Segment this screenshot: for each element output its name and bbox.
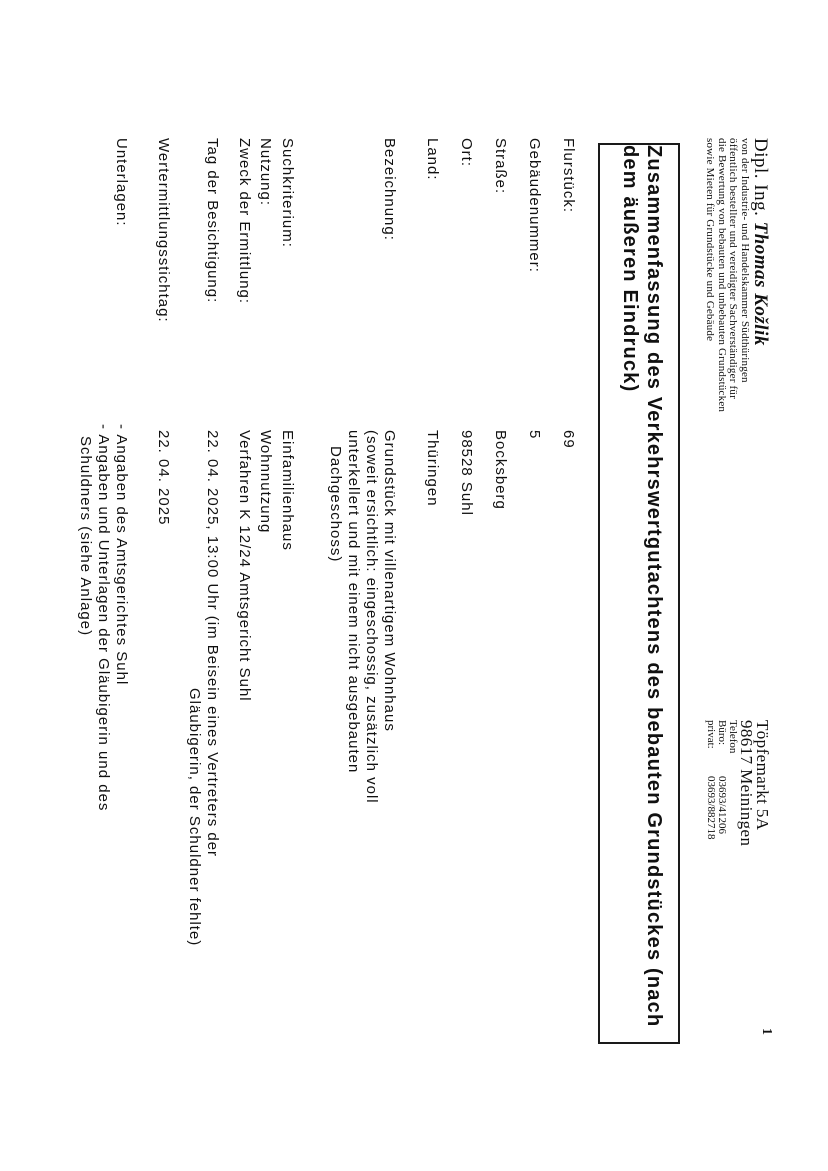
field-value: Einfamilienhaus	[279, 430, 296, 551]
field-value: Wohnnutzung	[257, 430, 274, 534]
private-label: privat:	[705, 720, 717, 749]
letterhead-right	[705, 720, 770, 1020]
description-line: die Bewertung von bebauten und unbebauten Grundstücken	[716, 138, 728, 413]
private-number: 03693/882718	[705, 776, 717, 840]
author-name: Thomas Kožlik	[750, 221, 771, 346]
field-label: Straße:	[492, 138, 509, 195]
title-box	[598, 143, 680, 1044]
value-line: - Angaben des Amtsgerichtes Suhl	[113, 424, 130, 686]
field-label: Bezeichnung:	[381, 138, 398, 241]
value-line: Dachgeschoss)	[327, 446, 344, 563]
field-label: Unterlagen:	[113, 138, 130, 227]
field-value	[185, 430, 221, 1030]
field-value: 22. 04. 2025	[155, 430, 172, 526]
office-number: 03693/41206	[716, 776, 728, 835]
field-value: Thüringen	[424, 430, 441, 507]
description-line: von der Industrie- und Handelskammer Südthüringen	[739, 138, 751, 383]
value-line: Schuldners (siehe Anlage)	[77, 436, 94, 637]
field-label: Gebäudenummer:	[526, 138, 543, 273]
field-value: 5	[526, 430, 543, 440]
field-label: Zweck der Ermittlung:	[236, 138, 253, 305]
phone-heading: Telefon	[727, 720, 739, 754]
field-label: Tag der Besichtigung:	[204, 138, 221, 304]
office-label: Büro:	[716, 720, 728, 746]
value-line: 22. 04. 2025, 13:00 Uhr (im Beisein eines Vertreters der	[204, 430, 221, 858]
letterhead-left	[704, 138, 770, 658]
field-label: Suchkriterium:	[279, 138, 296, 248]
value-line: (soweit ersichtlich: eingeschossig, zusätzlich voll	[363, 430, 380, 804]
page-number: 1	[759, 1028, 774, 1035]
value-line: - Angaben und Unterlagen der Gläubigerin und des	[95, 424, 112, 812]
document-title: Zusammenfassung des Verkehrswertgutachtens des bebauten Grundstückes (nach dem äußeren Eindruck)	[619, 145, 665, 1028]
address-city: 98617 Meiningen	[737, 720, 756, 847]
description-line: sowie Mieten für Grundstücke und Gebäude	[704, 138, 717, 342]
field-label: Nutzung:	[257, 138, 274, 207]
field-label: Land:	[424, 138, 441, 181]
office-phone	[716, 720, 727, 1020]
field-value	[326, 430, 398, 1030]
value-line: Grundstück mit villenartigem Wohnhaus	[381, 430, 398, 732]
field-value: Verfahren K 12/24 Amtsgericht Suhl	[236, 430, 253, 702]
value-line: unterkellert und mit einem nicht ausgebauten	[345, 430, 362, 774]
address-street: Töpfemarkt 5A	[753, 720, 772, 831]
field-value: 98528 Suhl	[458, 430, 475, 516]
field-label: Wertermittlungsstichtag:	[155, 138, 172, 323]
value-line: Gläubigerin, der Schuldner fehlte)	[186, 688, 203, 947]
author-prefix: Dipl. Ing.	[750, 138, 771, 217]
author-line	[750, 138, 770, 658]
field-label: Flurstück:	[560, 138, 577, 214]
field-value: Bocksberg	[492, 430, 509, 510]
private-phone	[705, 720, 716, 1020]
field-value	[76, 424, 130, 1024]
description-line: öffentlich bestellter und vereidigter Sachverständiger für	[727, 138, 740, 399]
field-label: Ort:	[458, 138, 475, 167]
field-value: 69	[560, 430, 577, 449]
